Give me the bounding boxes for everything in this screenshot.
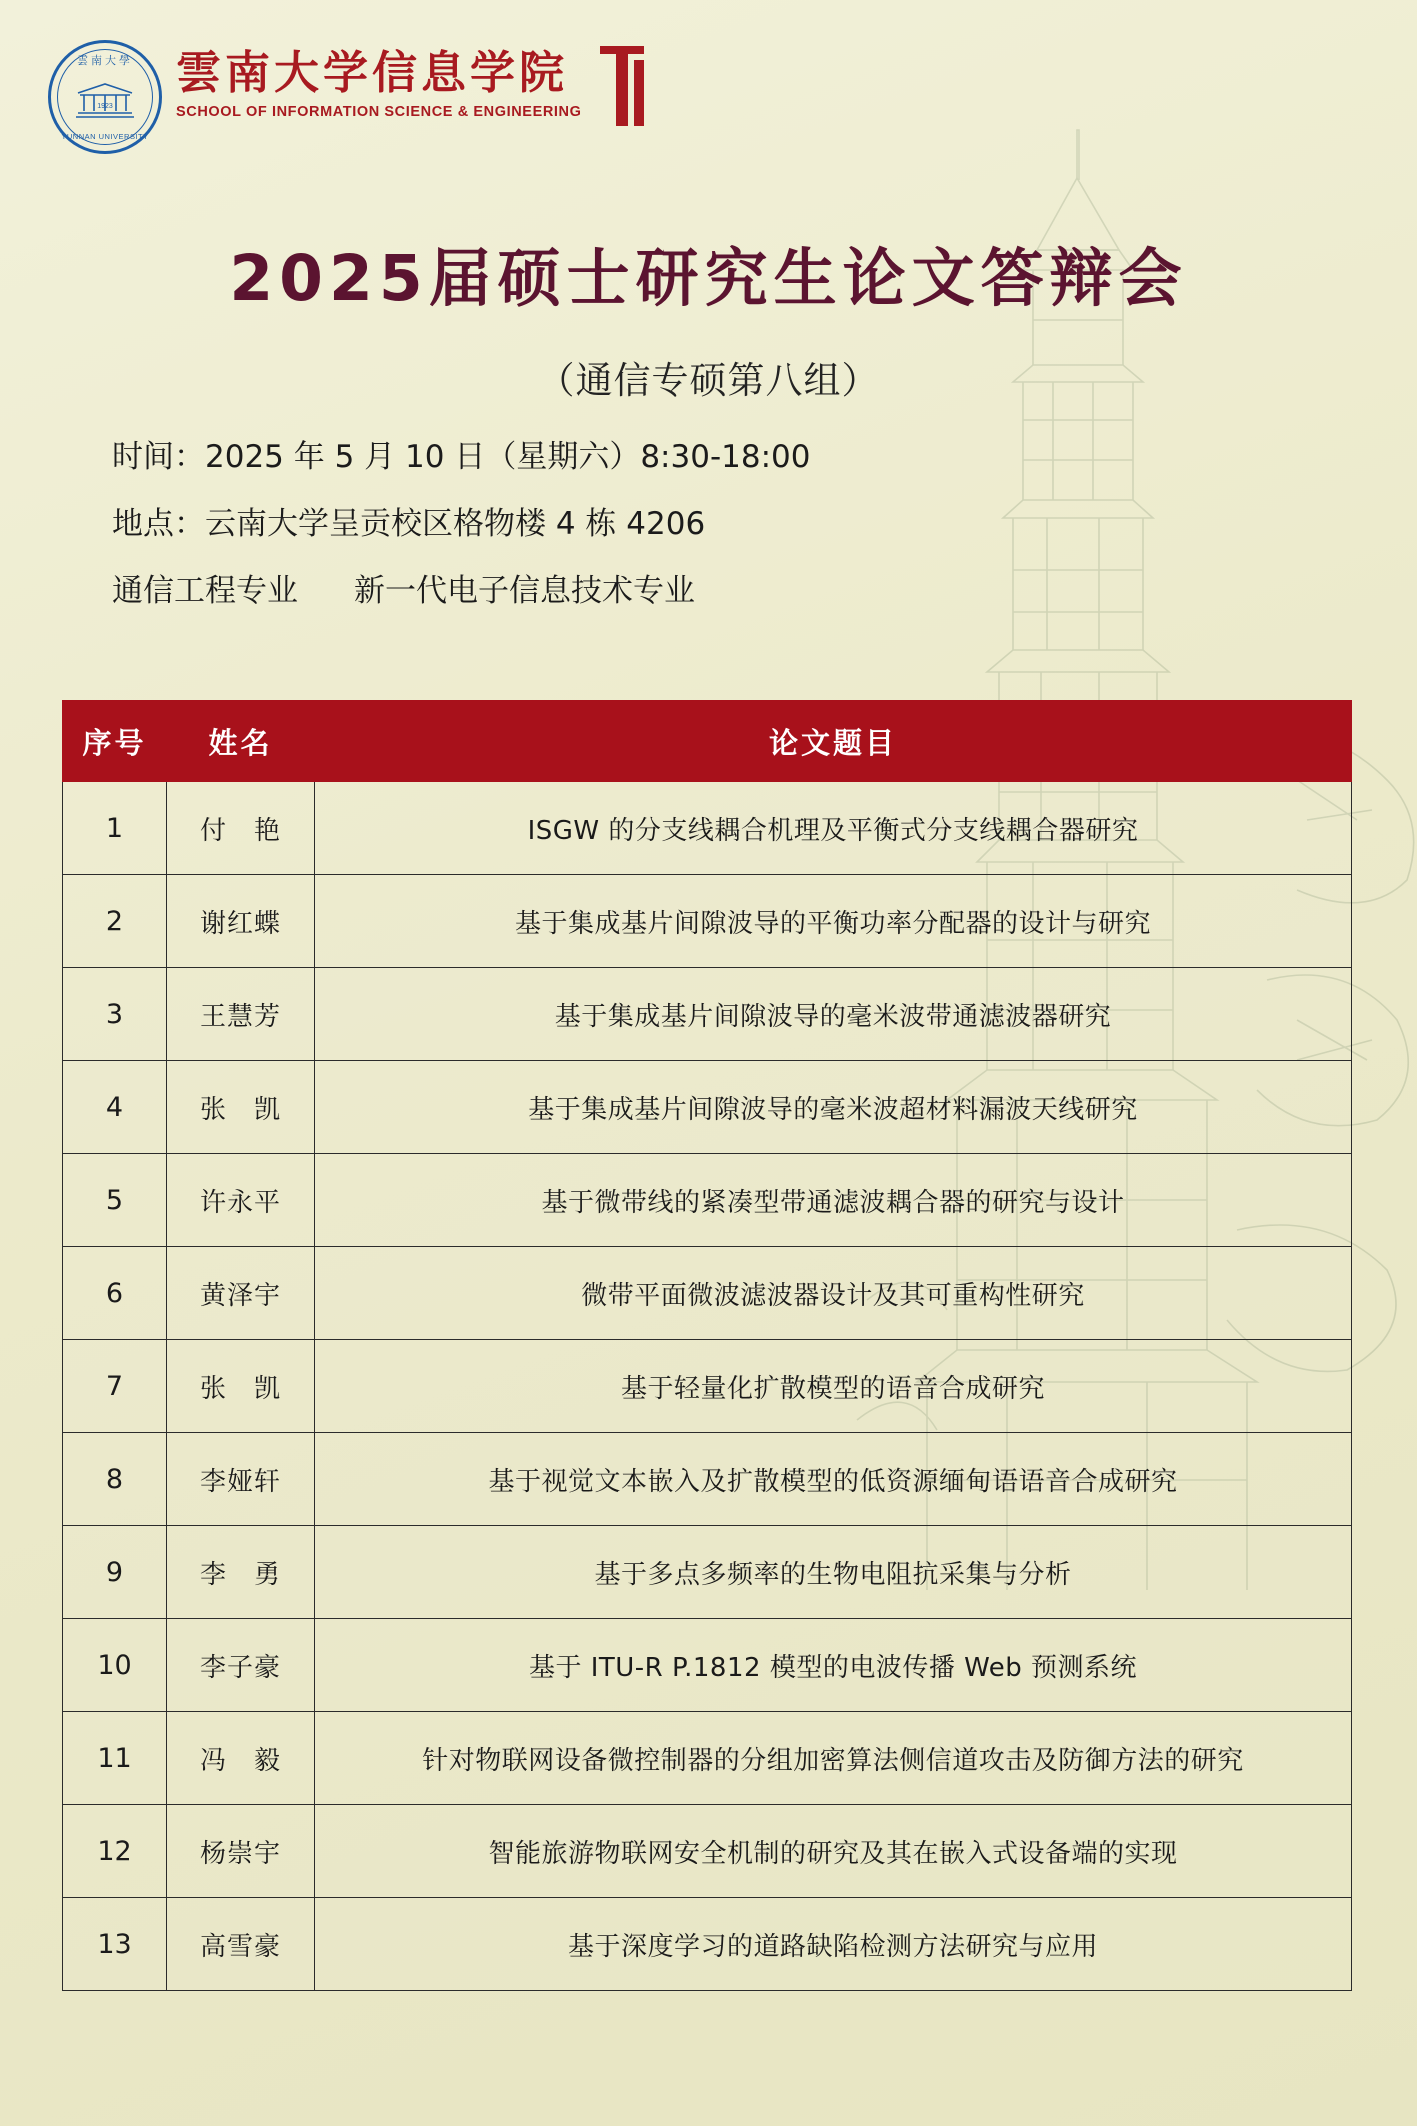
cell-name: 谢红蝶 [167,875,315,968]
brand-name-cn: 雲南大学信息学院 [176,46,569,99]
cell-name: 黄泽宇 [167,1247,315,1340]
seal-top-text: 雲南大學 [77,54,133,67]
table-body [63,782,1352,1991]
table-row [63,968,1352,1061]
cell-name: 冯 毅 [167,1712,315,1805]
table-row [63,1340,1352,1433]
meta-time: 时间：2025 年 5 月 10 日（星期六）8:30-18:00 [112,439,811,475]
meta-major-2: 新一代电子信息技术专业 [354,573,695,609]
cell-title: 基于轻量化扩散模型的语音合成研究 [315,1340,1352,1433]
cell-title: 智能旅游物联网安全机制的研究及其在嵌入式设备端的实现 [315,1805,1352,1898]
column-header-title: 论文题目 [315,701,1352,782]
brand-text-block [176,40,582,120]
cell-name: 李娅轩 [167,1433,315,1526]
table-row [63,1061,1352,1154]
svg-text:1923: 1923 [97,103,113,110]
cell-name: 高雪豪 [167,1898,315,1991]
cell-name: 付 艳 [167,782,315,875]
cell-title: 基于集成基片间隙波导的毫米波带通滤波器研究 [315,968,1352,1061]
table-header-row [63,701,1352,782]
cell-index: 12 [63,1805,167,1898]
table-row [63,1433,1352,1526]
cell-name: 张 凯 [167,1340,315,1433]
cell-index: 2 [63,875,167,968]
meta-place: 地点：云南大学呈贡校区格物楼 4 栋 4206 [112,506,706,542]
seal-bottom-text: YUNNAN UNIVERSITY [61,132,149,141]
cell-index: 9 [63,1526,167,1619]
cell-title: 基于多点多频率的生物电阻抗采集与分析 [315,1526,1352,1619]
cell-index: 6 [63,1247,167,1340]
table-row [63,1619,1352,1712]
table-row [63,1247,1352,1340]
meta-majors [112,573,1312,609]
brand-name-en: SCHOOL OF INFORMATION SCIENCE & ENGINEERING [176,104,582,120]
cell-name: 张 凯 [167,1061,315,1154]
cell-title: ISGW 的分支线耦合机理及平衡式分支线耦合器研究 [315,782,1352,875]
cell-name: 杨崇宇 [167,1805,315,1898]
cell-title: 基于集成基片间隙波导的毫米波超材料漏波天线研究 [315,1061,1352,1154]
seal-gate-icon [74,81,136,121]
table-row [63,782,1352,875]
cell-title: 基于视觉文本嵌入及扩散模型的低资源缅甸语语音合成研究 [315,1433,1352,1526]
cell-title: 基于深度学习的道路缺陷检测方法研究与应用 [315,1898,1352,1991]
cell-name: 李子豪 [167,1619,315,1712]
cell-title: 微带平面微波滤波器设计及其可重构性研究 [315,1247,1352,1340]
page-title: 2025届硕士研究生论文答辩会 [229,242,1188,315]
cell-index: 4 [63,1061,167,1154]
table-row [63,1154,1352,1247]
cell-index: 11 [63,1712,167,1805]
table-row [63,1712,1352,1805]
table-row [63,1526,1352,1619]
cell-name: 王慧芳 [167,968,315,1061]
cell-index: 5 [63,1154,167,1247]
table-row [63,1805,1352,1898]
meta-info [112,439,1312,643]
cell-index: 1 [63,782,167,875]
cell-title: 基于 ITU-R P.1812 模型的电波传播 Web 预测系统 [315,1619,1352,1712]
page-subtitle: （通信专硕第八组） [537,359,880,402]
cell-title: 针对物联网设备微控制器的分组加密算法侧信道攻击及防御方法的研究 [315,1712,1352,1805]
cell-name: 李 勇 [167,1526,315,1619]
brand-header [48,40,650,154]
cell-index: 7 [63,1340,167,1433]
column-header-name: 姓名 [167,701,315,782]
table-row [63,875,1352,968]
cell-index: 10 [63,1619,167,1712]
thesis-defense-table [62,700,1352,1991]
cell-index: 13 [63,1898,167,1991]
cell-title: 基于微带线的紧凑型带通滤波耦合器的研究与设计 [315,1154,1352,1247]
table-row [63,1898,1352,1991]
cell-name: 许永平 [167,1154,315,1247]
brand-tower-mark-icon [594,40,650,130]
cell-index: 3 [63,968,167,1061]
cell-title: 基于集成基片间隙波导的平衡功率分配器的设计与研究 [315,875,1352,968]
cell-index: 8 [63,1433,167,1526]
column-header-index: 序号 [63,701,167,782]
yunnan-university-seal-icon [48,40,162,154]
meta-major-1: 通信工程专业 [112,573,298,609]
